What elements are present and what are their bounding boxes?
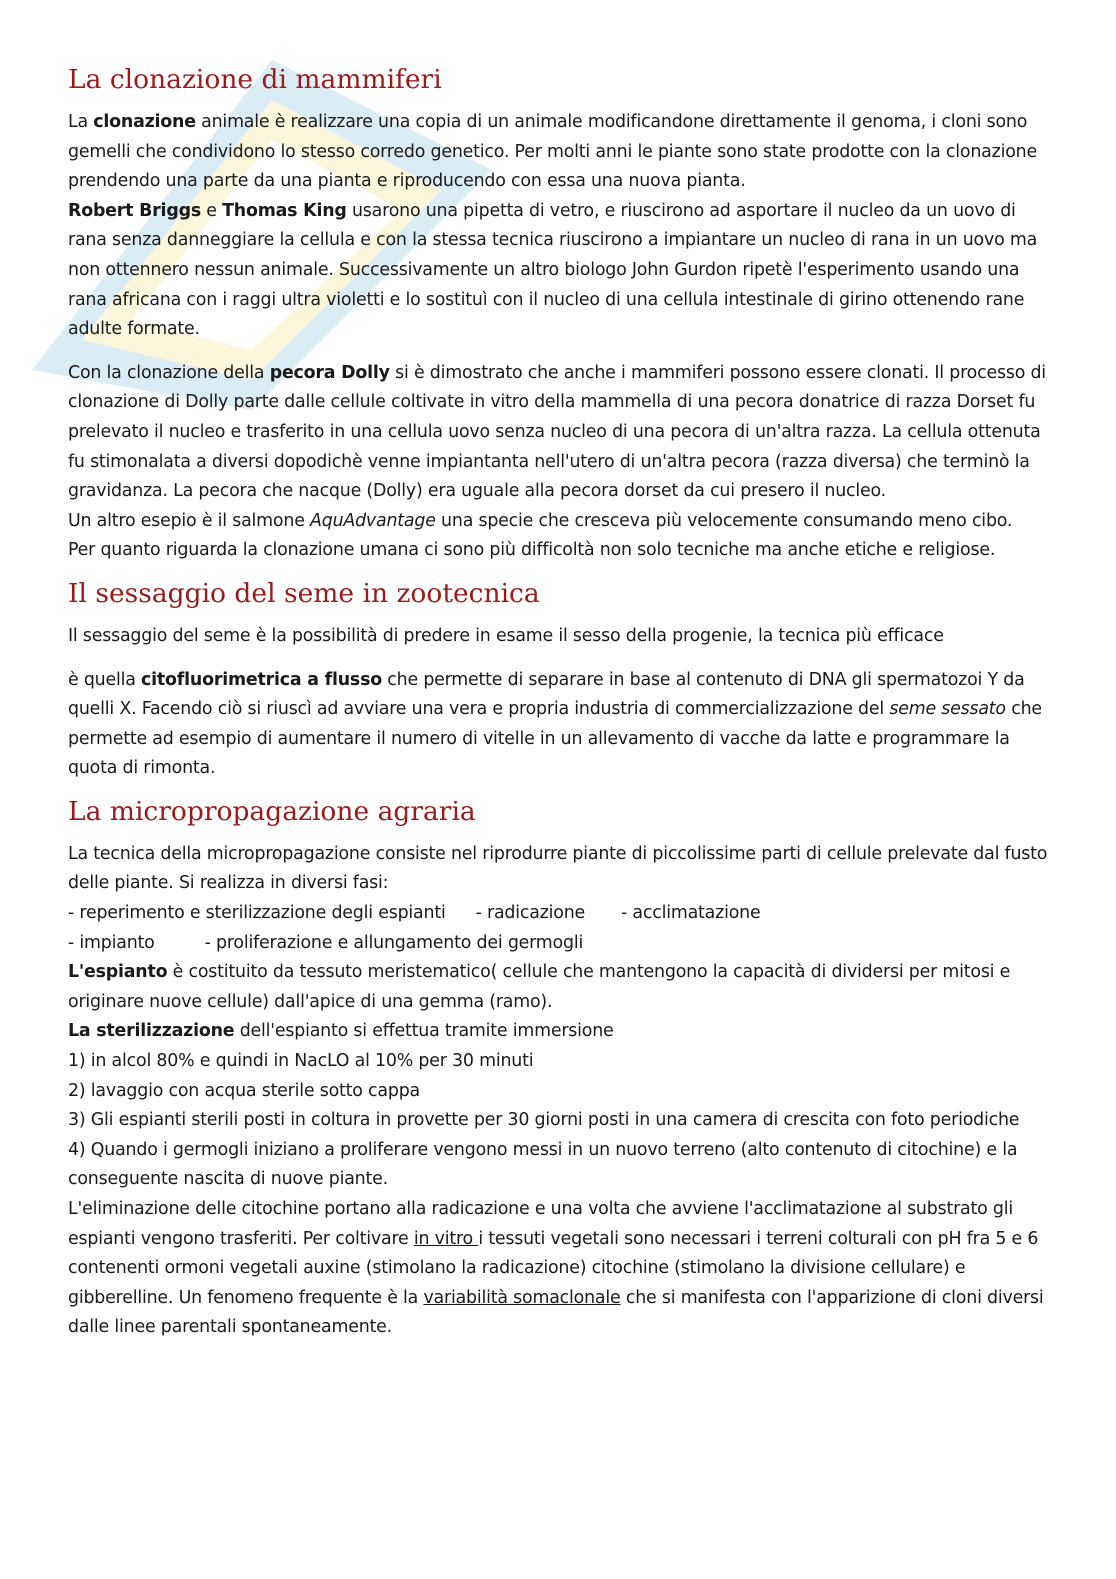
phase-item: - reperimento e sterilizzazione degli espianti bbox=[68, 903, 446, 924]
paragraph-sessaggio-intro: Il sessaggio del seme è la possibilità di predere in esame il sesso della progenie, la tecnica più efficace bbox=[68, 625, 944, 646]
document-page bbox=[68, 62, 1048, 1343]
paragraph-briggs-king: Robert Briggs e Thomas King usarono una pipetta di vetro, e riuscirono ad asportare il nucleo da un uovo di rana senza danneggiare la cellula e con la stessa tecnica riuscirono a impiantare un nucleo di rana in un uovo ma non ottennero nessun animale. Successivamente un altro biologo John Gurdon ripetè l'esperimento usando una rana africana con i raggi ultra violetti e lo sostituì con il nucleo di una cellula intestinale di girino ottenendo rane adulte formate. bbox=[68, 200, 1038, 340]
paragraph-clonazione-umana: Per quanto riguarda la clonazione umana ci sono più difficoltà non solo tecniche ma anche etiche e religiose. bbox=[68, 540, 996, 561]
paragraph-clonazione-intro: La clonazione animale è realizzare una copia di un animale modificandone direttamente il genoma, i cloni sono gemelli che condividono lo stesso corredo genetico. Per molti anni le piante sono state prodotte con la clonazione prendendo una parte da una pianta e riproducendo con essa una nuova pianta. bbox=[68, 112, 1037, 192]
paragraph-citofluorimetrica: è quella citofluorimetrica a flusso che permette di separare in base al contenuto di DNA gli spermatozoi Y da quelli X. Facendo ciò si riuscì ad avviare una vera e propria industria di commercializzazione del seme sessato che permette ad esempio di aumentare il numero di vitelle in un allevamento di vacche da latte e programmare la quota di rimonta. bbox=[68, 669, 1042, 779]
paragraph-in-vitro: L'eliminazione delle citochine portano alla radicazione e una volta che avviene l'acclimatazione al substrato gli espianti vengono trasferiti. Per coltivare in vitro i tessuti vegetali sono necessari i terreni colturali con pH fra 5 e 6 contenenti ormoni vegetali auxine (stimolano la radicazione) citochine (stimolano la divisione cellulare) e gibberelline. Un fenomeno frequente è la variabilità somaclonale che si manifesta con l'apparizione di cloni diversi dalle linee parentali spontaneamente. bbox=[68, 1199, 1044, 1338]
phase-item: - impianto bbox=[68, 932, 155, 953]
step-item: 2) lavaggio con acqua sterile sotto cappa bbox=[68, 1080, 420, 1101]
paragraph-dolly: Con la clonazione della pecora Dolly si è dimostrato che anche i mammiferi possono essere clonati. Il processo di clonazione di Dolly parte dalle cellule coltivate in vitro della mammella di una pecora donatrice di razza Dorset fu prelevato il nucleo e trasferito in una cellula uovo senza nucleo di una pecora di un'altra razza. La cellula ottenuta fu stimonalata a diversi dopodichè venne impiantanta nell'utero di un'altra pecora (razza diversa) che terminò la gravidanza. La pecora che nacque (Dolly) era uguale alla pecora dorset da cui presero il nucleo. bbox=[68, 362, 1046, 502]
section-title-micropropagazione: La micropropagazione agraria bbox=[68, 795, 476, 827]
phase-item: - acclimatazione bbox=[621, 903, 761, 924]
phase-item: - radicazione bbox=[475, 903, 586, 924]
phase-item: - proliferazione e allungamento dei germogli bbox=[204, 932, 584, 953]
section-title-sessaggio: Il sessaggio del seme in zootecnica bbox=[68, 577, 540, 609]
paragraph-espianto: L'espianto è costituito da tessuto meristematico( cellule che mantengono la capacità di dividersi per mitosi e originare nuove cellule) dall'apice di una gemma (ramo). bbox=[68, 962, 1011, 1012]
paragraph-salmone: Un altro esepio è il salmone AquAdvantage una specie che cresceva più velocemente consumando meno cibo. bbox=[68, 510, 1013, 531]
phases-row-1 bbox=[68, 899, 1048, 929]
paragraph-sterilizzazione: La sterilizzazione dell'espianto si effettua tramite immersione bbox=[68, 1021, 614, 1042]
section-title-clonazione: La clonazione di mammiferi bbox=[68, 64, 442, 95]
step-item: 3) Gli espianti sterili posti in coltura in provette per 30 giorni posti in una camera di crescita con foto periodiche bbox=[68, 1110, 1020, 1131]
paragraph-micropropagazione-intro: La tecnica della micropropagazione consiste nel riprodurre piante di piccolissime parti di cellule prelevate dal fusto delle piante. Si realizza in diversi fasi: bbox=[68, 843, 1048, 894]
step-item: 1) in alcol 80% e quindi in NacLO al 10% per 30 minuti bbox=[68, 1051, 534, 1072]
step-item: 4) Quando i germogli iniziano a proliferare vengono messi in un nuovo terreno (alto contenuto di citochine) e la conseguente nascita di nuove piante. bbox=[68, 1139, 1018, 1190]
phases-row-2 bbox=[68, 929, 1048, 959]
